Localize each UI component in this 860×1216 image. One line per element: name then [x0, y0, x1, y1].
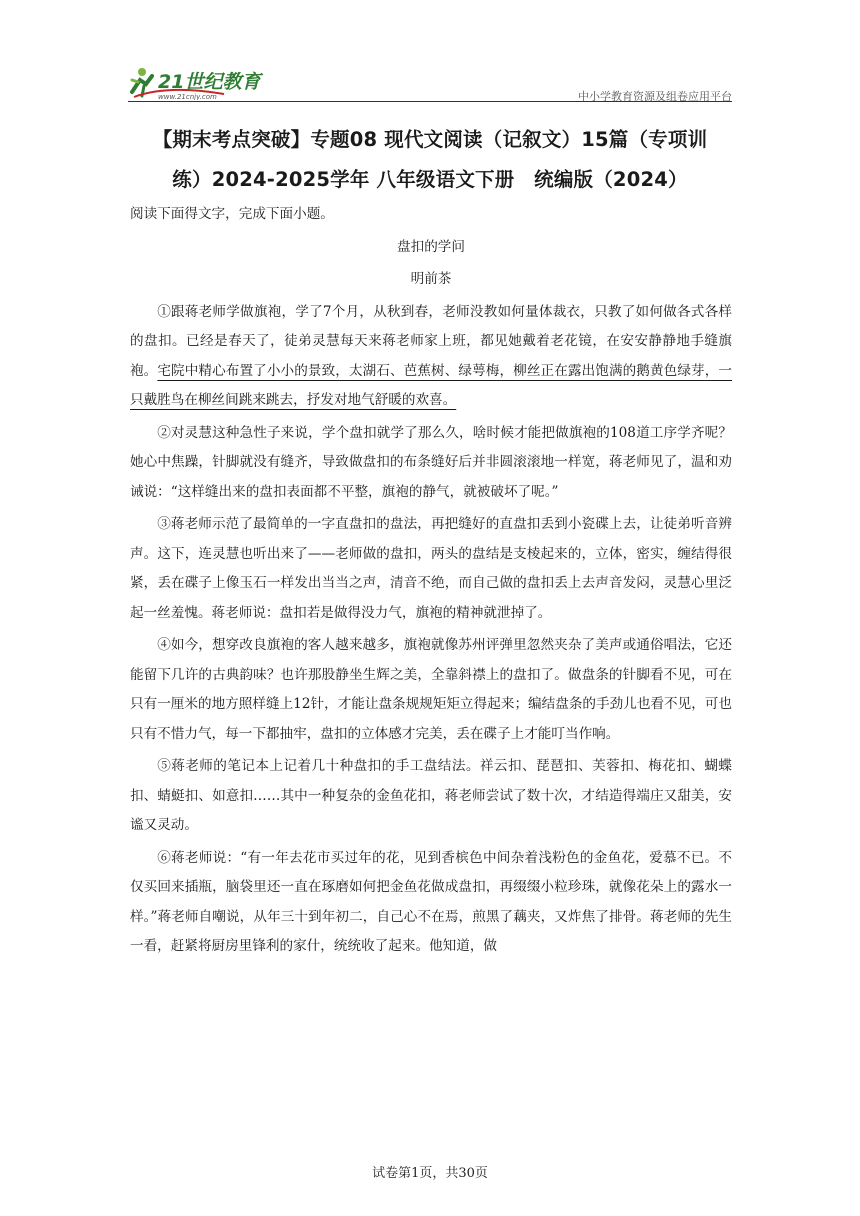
paragraph-2: ②对灵慧这种急性子来说，学个盘扣就学了那么久，啥时候才能把做旗袍的108道工序学齐呢？她心中焦躁，针脚就没有缝齐，导致做盘扣的布条缝好后并非圆滚滚地一样宽，蒋老师见了，温和劝诫说：“这样缝出来的盘扣表面都不平整，旗袍的静气，就被破坏了呢。” [130, 424, 732, 500]
page-footer: 试卷第1页，共30页 [372, 1166, 488, 1181]
page-header [128, 66, 732, 106]
paragraph-1 [130, 298, 732, 416]
underlined-sentence: 宅院中精心布置了小小的景致，太湖石、芭蕉树、绿萼梅，柳丝正在露出饱满的鹅黄色绿芽，一只戴胜鸟在柳丝间跳来跳去，抒发对地气舒暖的欢喜。 [130, 362, 733, 408]
paragraph-5: ⑤蒋老师的笔记本上记着几十种盘扣的手工盘结法。祥云扣、琵琶扣、芙蓉扣、梅花扣、蝴蝶扣、蜻蜓扣、如意扣……其中一种复杂的金鱼花扣，蒋老师尝试了数十次，才结造得端庄又甜美，安谧又灵动。 [130, 758, 732, 833]
logo-url: www.21cnjy.com [158, 93, 217, 100]
article-title: 盘扣的学问 [397, 238, 465, 255]
header-platform-text: 中小学教育资源及组卷应用平台 [578, 90, 732, 103]
paragraph-3: ③蒋老师示范了最简单的一字直盘扣的盘法，再把缝好的直盘扣丢到小瓷碟上去，让徒弟听音辨声。这下，连灵慧也听出来了——老师做的盘扣，两头的盘结是支棱起来的，立体，密实，缠结得很紧，丢在碟子上像玉石一样发出当当之声，清音不绝，而自己做的盘扣丢上去声音发闷，灵慧心里泛起一丝羞愧。蒋老师说：盘扣若是做得没力气，旗袍的精神就泄掉了。 [130, 516, 732, 621]
title-line-2: 练）2024-2025学年 八年级语文下册 统编版（2024） [172, 168, 688, 191]
logo-text: 21世纪教育 [158, 71, 261, 93]
header-divider [128, 101, 732, 102]
paragraph-4: ④如今，想穿改良旗袍的客人越来越多，旗袍就像苏州评弹里忽然夹杂了美声或通俗唱法，它还能留下几许的古典韵味？也许那股静坐生辉之美，全靠斜襟上的盘扣了。做盘条的针脚看不见，可在只有一厘米的地方照样缝上12针，才能让盘条规规矩矩立得起来；编结盘条的手劲儿也看不见，可也只有不惜力气，每一下都抽牢，盘扣的立体感才完美，丢在碟子上才能叮当作响。 [130, 637, 732, 742]
paragraph-6: ⑥蒋老师说：“有一年去花市买过年的花，见到香槟色中间杂着浅粉色的金鱼花，爱慕不已。不仅买回来插瓶，脑袋里还一直在琢磨如何把金鱼花做成盘扣，再缀缀小粒珍珠，就像花朵上的露水一样。”蒋老师自嘲说，从年三十到年初二，自己心不在焉，煎黑了藕夹，又炸焦了排骨。蒋老师的先生一看，赶紧将厨房里锋利的家什，统统收了起来。他知道，做 [130, 849, 732, 954]
document-body [130, 200, 732, 965]
title-line-1: 【期末考点突破】专题08 现代文阅读（记叙文）15篇（专项训 [152, 128, 708, 151]
document-title [128, 120, 732, 200]
paragraph-1-text: ①跟蒋老师学做旗袍，学了7个月，从秋到春，老师没教如何量体裁衣，只教了如何做各式各样的盘扣。已经是春天了，徒弟灵慧每天来蒋老师家上班，都见她戴着老花镜，在安安静静地手缝旗袍。 [130, 303, 732, 379]
logo-icon [128, 66, 268, 100]
article-author: 明前茶 [410, 271, 452, 287]
instruction: 阅读下面得文字，完成下面小题。 [130, 206, 334, 222]
